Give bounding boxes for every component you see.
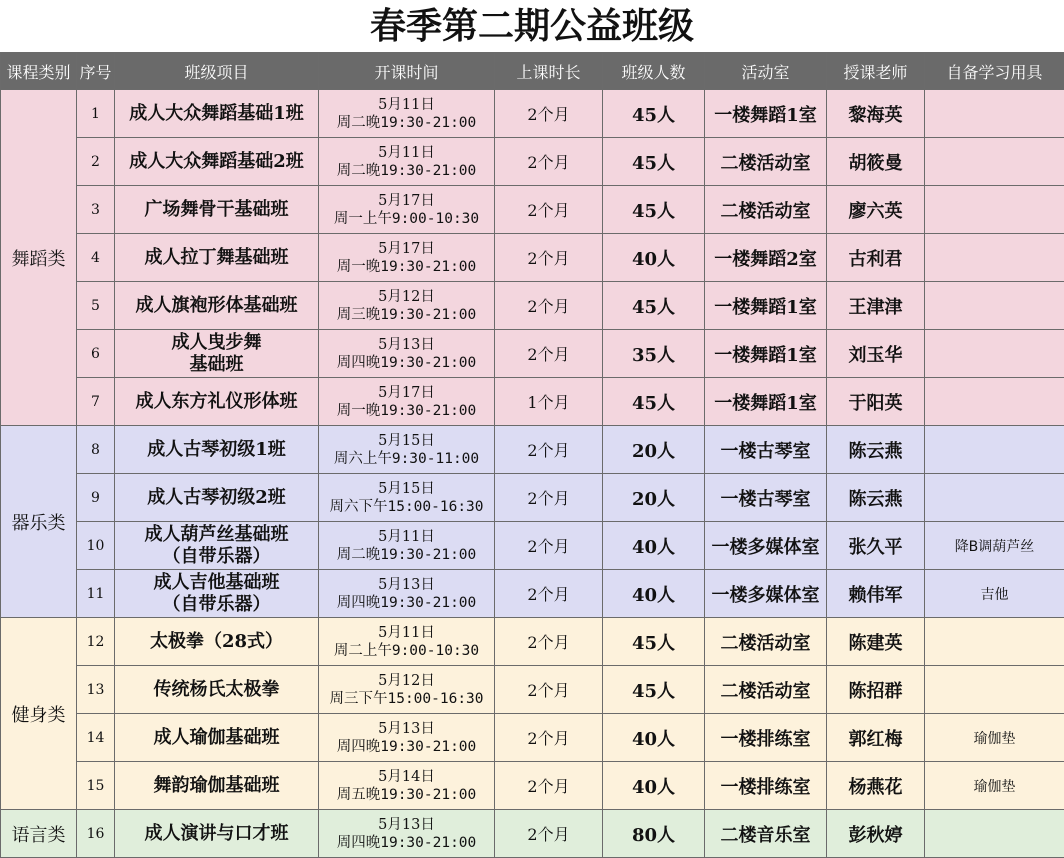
- class-item: [115, 426, 319, 474]
- start-time: [319, 570, 495, 618]
- time-line: 周四晚19:30-21:00: [319, 834, 494, 852]
- table-row: [1, 618, 1064, 666]
- teacher: 陈建英: [827, 618, 925, 666]
- row-number: 3: [77, 186, 115, 234]
- table-row: [1, 570, 1064, 618]
- class-size: 20人: [603, 426, 705, 474]
- class-item: [115, 714, 319, 762]
- time-line: 周二晚19:30-21:00: [319, 162, 494, 180]
- class-item: [115, 186, 319, 234]
- supplies: 降B调葫芦丝: [925, 522, 1064, 570]
- teacher: 黎海英: [827, 90, 925, 138]
- duration: 2个月: [495, 810, 603, 858]
- class-size: 40人: [603, 522, 705, 570]
- room: 一楼舞蹈1室: [705, 330, 827, 378]
- time-line: 5月17日: [319, 240, 494, 258]
- class-size: 40人: [603, 714, 705, 762]
- time-line: 5月13日: [319, 720, 494, 738]
- header-supplies: 自备学习用具: [925, 53, 1064, 90]
- start-time: [319, 186, 495, 234]
- item-line: 成人吉他基础班: [115, 572, 318, 594]
- time-line: 5月13日: [319, 576, 494, 594]
- duration: 2个月: [495, 90, 603, 138]
- item-line: 成人瑜伽基础班: [115, 727, 318, 749]
- table-row: [1, 378, 1064, 426]
- class-item: [115, 330, 319, 378]
- header-start-time: 开课时间: [319, 53, 495, 90]
- class-size: 45人: [603, 138, 705, 186]
- class-item: [115, 282, 319, 330]
- header-teacher: 授课老师: [827, 53, 925, 90]
- time-line: 5月12日: [319, 672, 494, 690]
- teacher: 郭红梅: [827, 714, 925, 762]
- time-line: 周三晚19:30-21:00: [319, 306, 494, 324]
- supplies: [925, 138, 1064, 186]
- time-line: 5月14日: [319, 768, 494, 786]
- item-line: 舞韵瑜伽基础班: [115, 775, 318, 797]
- class-item: [115, 90, 319, 138]
- start-time: [319, 426, 495, 474]
- supplies: [925, 666, 1064, 714]
- time-line: 5月12日: [319, 288, 494, 306]
- duration: 2个月: [495, 234, 603, 282]
- duration: 2个月: [495, 330, 603, 378]
- header-class-item: 班级项目: [115, 53, 319, 90]
- class-item: [115, 234, 319, 282]
- table-row: [1, 426, 1064, 474]
- row-number: 12: [77, 618, 115, 666]
- start-time: [319, 378, 495, 426]
- supplies: [925, 186, 1064, 234]
- supplies: [925, 234, 1064, 282]
- room: 一楼排练室: [705, 762, 827, 810]
- room: 一楼舞蹈1室: [705, 90, 827, 138]
- start-time: [319, 522, 495, 570]
- header-row: [1, 53, 1064, 90]
- row-number: 8: [77, 426, 115, 474]
- class-size: 45人: [603, 378, 705, 426]
- room: 二楼活动室: [705, 618, 827, 666]
- teacher: 于阳英: [827, 378, 925, 426]
- item-line: 广场舞骨干基础班: [115, 199, 318, 221]
- table-row: [1, 90, 1064, 138]
- time-line: 5月17日: [319, 384, 494, 402]
- item-line: 成人拉丁舞基础班: [115, 247, 318, 269]
- supplies: [925, 474, 1064, 522]
- time-line: 周一晚19:30-21:00: [319, 402, 494, 420]
- teacher: 廖六英: [827, 186, 925, 234]
- row-number: 4: [77, 234, 115, 282]
- header-number: 序号: [77, 53, 115, 90]
- time-line: 5月13日: [319, 336, 494, 354]
- table-row: [1, 138, 1064, 186]
- duration: 2个月: [495, 282, 603, 330]
- start-time: [319, 330, 495, 378]
- supplies: 瑜伽垫: [925, 762, 1064, 810]
- category-cell: 舞蹈类: [1, 90, 77, 426]
- room: 一楼舞蹈1室: [705, 282, 827, 330]
- teacher: 彭秋婷: [827, 810, 925, 858]
- class-item: [115, 666, 319, 714]
- time-line: 周二上午9:00-10:30: [319, 642, 494, 660]
- item-line: 基础班: [115, 354, 318, 376]
- room: 一楼古琴室: [705, 426, 827, 474]
- time-line: 周一晚19:30-21:00: [319, 258, 494, 276]
- class-table: [0, 52, 1064, 858]
- class-item: [115, 810, 319, 858]
- duration: 2个月: [495, 570, 603, 618]
- duration: 2个月: [495, 186, 603, 234]
- room: 二楼活动室: [705, 138, 827, 186]
- start-time: [319, 666, 495, 714]
- table-row: [1, 666, 1064, 714]
- time-line: 周六上午9:30-11:00: [319, 450, 494, 468]
- category-cell: 健身类: [1, 618, 77, 810]
- start-time: [319, 714, 495, 762]
- teacher: 陈招群: [827, 666, 925, 714]
- item-line: 成人葫芦丝基础班: [115, 524, 318, 546]
- table-row: [1, 474, 1064, 522]
- duration: 2个月: [495, 522, 603, 570]
- row-number: 16: [77, 810, 115, 858]
- supplies: [925, 330, 1064, 378]
- time-line: 5月13日: [319, 816, 494, 834]
- item-line: 成人曳步舞: [115, 332, 318, 354]
- header-room: 活动室: [705, 53, 827, 90]
- class-size: 45人: [603, 282, 705, 330]
- teacher: 胡筱曼: [827, 138, 925, 186]
- time-line: 周四晚19:30-21:00: [319, 594, 494, 612]
- class-item: [115, 378, 319, 426]
- class-size: 45人: [603, 186, 705, 234]
- table-row: [1, 330, 1064, 378]
- item-line: 太极拳（28式）: [115, 631, 318, 653]
- category-cell: 语言类: [1, 810, 77, 858]
- class-item: [115, 762, 319, 810]
- start-time: [319, 810, 495, 858]
- item-line: 成人东方礼仪形体班: [115, 391, 318, 413]
- item-line: 成人大众舞蹈基础1班: [115, 103, 318, 125]
- time-line: 5月11日: [319, 528, 494, 546]
- supplies: [925, 810, 1064, 858]
- class-item: [115, 522, 319, 570]
- row-number: 14: [77, 714, 115, 762]
- supplies: 吉他: [925, 570, 1064, 618]
- time-line: 周五晚19:30-21:00: [319, 786, 494, 804]
- teacher: 杨燕花: [827, 762, 925, 810]
- start-time: [319, 282, 495, 330]
- class-size: 40人: [603, 234, 705, 282]
- row-number: 7: [77, 378, 115, 426]
- table-row: [1, 186, 1064, 234]
- row-number: 15: [77, 762, 115, 810]
- row-number: 1: [77, 90, 115, 138]
- table-row: [1, 282, 1064, 330]
- item-line: 成人大众舞蹈基础2班: [115, 151, 318, 173]
- table-body: [1, 90, 1064, 858]
- class-size: 40人: [603, 570, 705, 618]
- teacher: 古利君: [827, 234, 925, 282]
- class-size: 45人: [603, 618, 705, 666]
- header-category: 课程类别: [1, 53, 77, 90]
- time-line: 周二晚19:30-21:00: [319, 114, 494, 132]
- room: 一楼舞蹈1室: [705, 378, 827, 426]
- duration: 1个月: [495, 378, 603, 426]
- teacher: 陈云燕: [827, 474, 925, 522]
- start-time: [319, 618, 495, 666]
- supplies: [925, 90, 1064, 138]
- table-row: [1, 522, 1064, 570]
- item-line: 成人古琴初级2班: [115, 487, 318, 509]
- supplies: [925, 282, 1064, 330]
- class-item: [115, 474, 319, 522]
- start-time: [319, 762, 495, 810]
- time-line: 周三下午15:00-16:30: [319, 690, 494, 708]
- table-row: [1, 714, 1064, 762]
- class-item: [115, 570, 319, 618]
- teacher: 张久平: [827, 522, 925, 570]
- supplies: [925, 378, 1064, 426]
- time-line: 周二晚19:30-21:00: [319, 546, 494, 564]
- room: 一楼排练室: [705, 714, 827, 762]
- supplies: [925, 618, 1064, 666]
- teacher: 赖伟军: [827, 570, 925, 618]
- teacher: 陈云燕: [827, 426, 925, 474]
- row-number: 2: [77, 138, 115, 186]
- row-number: 9: [77, 474, 115, 522]
- room: 一楼舞蹈2室: [705, 234, 827, 282]
- start-time: [319, 474, 495, 522]
- row-number: 5: [77, 282, 115, 330]
- time-line: 5月15日: [319, 432, 494, 450]
- class-size: 40人: [603, 762, 705, 810]
- class-size: 80人: [603, 810, 705, 858]
- time-line: 周四晚19:30-21:00: [319, 738, 494, 756]
- room: 二楼音乐室: [705, 810, 827, 858]
- duration: 2个月: [495, 666, 603, 714]
- start-time: [319, 234, 495, 282]
- class-size: 20人: [603, 474, 705, 522]
- table-row: [1, 762, 1064, 810]
- class-size: 45人: [603, 666, 705, 714]
- time-line: 周四晚19:30-21:00: [319, 354, 494, 372]
- teacher: 王津津: [827, 282, 925, 330]
- duration: 2个月: [495, 138, 603, 186]
- time-line: 周一上午9:00-10:30: [319, 210, 494, 228]
- duration: 2个月: [495, 618, 603, 666]
- row-number: 6: [77, 330, 115, 378]
- supplies: [925, 426, 1064, 474]
- header-duration: 上课时长: [495, 53, 603, 90]
- start-time: [319, 90, 495, 138]
- room: 一楼多媒体室: [705, 522, 827, 570]
- room: 二楼活动室: [705, 666, 827, 714]
- item-line: 成人旗袍形体基础班: [115, 295, 318, 317]
- row-number: 11: [77, 570, 115, 618]
- table-row: [1, 234, 1064, 282]
- duration: 2个月: [495, 762, 603, 810]
- time-line: 5月15日: [319, 480, 494, 498]
- item-line: 成人古琴初级1班: [115, 439, 318, 461]
- supplies: 瑜伽垫: [925, 714, 1064, 762]
- time-line: 5月11日: [319, 144, 494, 162]
- class-size: 45人: [603, 90, 705, 138]
- time-line: 5月11日: [319, 96, 494, 114]
- room: 一楼多媒体室: [705, 570, 827, 618]
- start-time: [319, 138, 495, 186]
- time-line: 5月11日: [319, 624, 494, 642]
- room: 二楼活动室: [705, 186, 827, 234]
- time-line: 5月17日: [319, 192, 494, 210]
- header-class-size: 班级人数: [603, 53, 705, 90]
- item-line: 传统杨氏太极拳: [115, 679, 318, 701]
- row-number: 13: [77, 666, 115, 714]
- duration: 2个月: [495, 426, 603, 474]
- class-item: [115, 618, 319, 666]
- class-size: 35人: [603, 330, 705, 378]
- row-number: 10: [77, 522, 115, 570]
- room: 一楼古琴室: [705, 474, 827, 522]
- class-item: [115, 138, 319, 186]
- teacher: 刘玉华: [827, 330, 925, 378]
- duration: 2个月: [495, 474, 603, 522]
- item-line: （自带乐器）: [115, 546, 318, 568]
- item-line: 成人演讲与口才班: [115, 823, 318, 845]
- table-row: [1, 810, 1064, 858]
- time-line: 周六下午15:00-16:30: [319, 498, 494, 516]
- item-line: （自带乐器）: [115, 594, 318, 616]
- duration: 2个月: [495, 714, 603, 762]
- category-cell: 器乐类: [1, 426, 77, 618]
- page-title: 春季第二期公益班级: [0, 0, 1064, 52]
